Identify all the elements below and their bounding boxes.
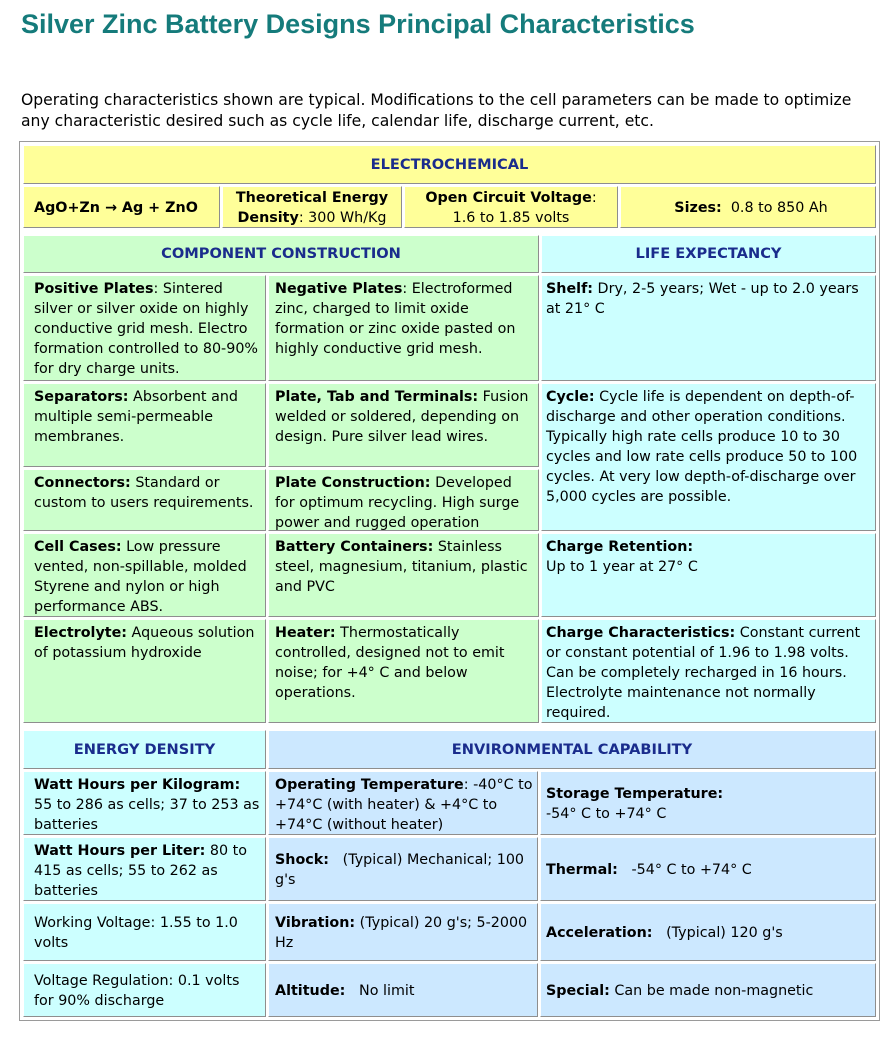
shelf-label: Shelf:: [546, 281, 594, 297]
theoretical-energy-cell: [222, 186, 402, 228]
operating-temperature-text: : -40°C to +74°C (with heater) & +4°C to +74°C (without heater): [275, 777, 533, 833]
connectors-cell: [23, 469, 266, 531]
battery-containers-text: Stainless steel, magnesium, titanium, plastic and PVC: [275, 539, 528, 595]
density-label: Density: [237, 210, 299, 226]
charge-retention-label: Charge Retention:: [546, 539, 694, 555]
cycle-text: Cycle life is dependent on depth-of-discharge and other operation conditions. Typically high rate cells produce 10 to 30 cycles and low rate cells produce 50 to 100 cycles. At very low depth-of-discharge over 5,000 cycles are possible.: [546, 389, 858, 505]
plate-tab-terminals-cell: [268, 383, 539, 467]
watt-hours-per-kilogram-cell: [23, 771, 266, 835]
charge-characteristics-text: Constant current or constant potential of 1.96 to 1.98 volts. Can be completely recharged in 16 hours. Electrolyte maintenance not normally required.: [546, 625, 861, 721]
ocv-value: 1.6 to 1.85 volts: [452, 210, 570, 226]
shock-cell: [268, 837, 538, 901]
operating-temperature-label: Operating Temperature: [275, 777, 464, 793]
shock-label: Shock:: [275, 851, 329, 868]
positive-plates-cell: [23, 275, 266, 381]
vibration-text: (Typical) 20 g's; 5-2000 Hz: [275, 914, 528, 951]
watt-hours-per-kilogram-label: Watt Hours per Kilogram:: [34, 777, 241, 793]
electrolyte-text: Aqueous solution of potassium hydroxide: [34, 625, 255, 661]
plate-tab-terminals-text: Fusion welded or soldered, depending on design. Pure silver lead wires.: [275, 389, 529, 445]
intro-paragraph: Operating characteristics shown are typical. Modifications to the cell parameters can be made to optimize any characteristic desired such as cycle life, calendar life, discharge current, etc.: [21, 91, 852, 130]
altitude-text: No limit: [345, 982, 415, 999]
life-expectancy-header: LIFE EXPECTANCY: [541, 235, 876, 273]
shock-text: (Typical) Mechanical; 100 g's: [275, 851, 529, 888]
special-cell: [540, 963, 876, 1017]
ocv-label: Open Circuit Voltage: [425, 190, 592, 206]
charge-characteristics-cell: [541, 619, 876, 723]
electrolyte-cell: [23, 619, 266, 723]
charge-retention-text: Up to 1 year at 27° C: [546, 559, 698, 575]
heater-label: Heater:: [275, 625, 336, 641]
plate-construction-label: Plate Construction:: [275, 475, 431, 491]
cell-cases-cell: [23, 533, 266, 617]
connectors-text: Standard or custom to users requirements.: [34, 475, 254, 511]
battery-containers-label: Battery Containers:: [275, 539, 434, 555]
charge-retention-cell: [541, 533, 876, 617]
energy-density-header: ENERGY DENSITY: [23, 730, 266, 769]
heater-text: Thermostatically controlled, designed not to emit noise; for +4° C and below operations.: [275, 625, 505, 701]
plate-construction-text: Developed for optimum recycling. High surge power and rugged operation: [275, 475, 520, 531]
negative-plates-text: : Electroformed zinc, charged to limit oxide formation or zinc oxide pasted on highly conductive grid mesh.: [275, 281, 516, 357]
separators-label: Separators:: [34, 389, 129, 405]
separators-cell: [23, 383, 266, 467]
acceleration-text: (Typical) 120 g's: [652, 924, 783, 941]
shelf-cell: [541, 275, 876, 381]
electrolyte-label: Electrolyte:: [34, 625, 128, 641]
sizes-value: 0.8 to 850 Ah: [721, 199, 828, 216]
vibration-cell: [268, 903, 538, 961]
reaction-cell: AgO+Zn → Ag + ZnO: [23, 186, 220, 228]
acceleration-cell: [540, 903, 876, 961]
theoretical-energy-label: Theoretical Energy: [235, 190, 389, 206]
special-text: Can be made non-magnetic: [609, 982, 814, 999]
plate-tab-terminals-label: Plate, Tab and Terminals:: [275, 389, 479, 405]
sizes-label: Sizes:: [674, 199, 722, 216]
page-title: Silver Zinc Battery Designs Principal Characteristics: [21, 9, 695, 39]
working-voltage-cell: Working Voltage: 1.55 to 1.0 volts: [23, 903, 266, 961]
cycle-cell: [541, 383, 876, 531]
watt-hours-per-kilogram-text: 55 to 286 as cells; 37 to 253 as batteries: [34, 797, 260, 833]
watt-hours-per-liter-cell: [23, 837, 266, 901]
thermal-text: -54° C to +74° C: [617, 861, 752, 878]
special-label: Special:: [546, 982, 610, 999]
energy-density-value: : 300 Wh/Kg: [298, 210, 387, 226]
cycle-label: Cycle:: [546, 389, 595, 405]
positive-plates-label: Positive Plates: [34, 281, 154, 297]
storage-temperature-cell: [540, 771, 876, 835]
connectors-label: Connectors:: [34, 475, 131, 491]
thermal-label: Thermal:: [546, 861, 618, 878]
vibration-label: Vibration:: [275, 914, 356, 931]
storage-temperature-label: Storage Temperature:: [546, 785, 724, 802]
altitude-cell: [268, 963, 538, 1017]
shelf-text: Dry, 2-5 years; Wet - up to 2.0 years at 21° C: [546, 281, 859, 317]
component-construction-header: COMPONENT CONSTRUCTION: [23, 235, 539, 273]
watt-hours-per-liter-text: 80 to 415 as cells; 55 to 262 as batteries: [34, 843, 247, 899]
sizes-cell: [620, 186, 876, 228]
altitude-label: Altitude:: [275, 982, 346, 999]
battery-containers-cell: [268, 533, 539, 617]
negative-plates-cell: [268, 275, 539, 381]
environmental-capability-header: ENVIRONMENTAL CAPABILITY: [268, 730, 876, 769]
operating-temperature-cell: [268, 771, 538, 835]
plate-construction-cell: [268, 469, 539, 531]
voltage-regulation-cell: Voltage Regulation: 0.1 volts for 90% discharge: [23, 963, 266, 1017]
watt-hours-per-liter-label: Watt Hours per Liter:: [34, 843, 206, 859]
positive-plates-text: : Sintered silver or silver oxide on highly conductive grid mesh. Electro formation controlled to 80-90% for dry charge units.: [34, 281, 258, 377]
thermal-cell: [540, 837, 876, 901]
electrochemical-header: ELECTROCHEMICAL: [23, 145, 876, 184]
heater-cell: [268, 619, 539, 723]
charge-characteristics-label: Charge Characteristics:: [546, 625, 736, 641]
open-circuit-voltage-cell: [404, 186, 618, 228]
cell-cases-label: Cell Cases:: [34, 539, 122, 555]
characteristics-table: [19, 141, 880, 1021]
acceleration-label: Acceleration:: [546, 924, 653, 941]
negative-plates-label: Negative Plates: [275, 281, 403, 297]
storage-temperature-text: -54° C to +74° C: [546, 805, 667, 822]
separators-text: Absorbent and multiple semi-permeable membranes.: [34, 389, 238, 445]
cell-cases-text: Low pressure vented, non-spillable, molded Styrene and nylon or high performance ABS.: [34, 539, 247, 615]
ocv-colon: :: [591, 190, 597, 206]
